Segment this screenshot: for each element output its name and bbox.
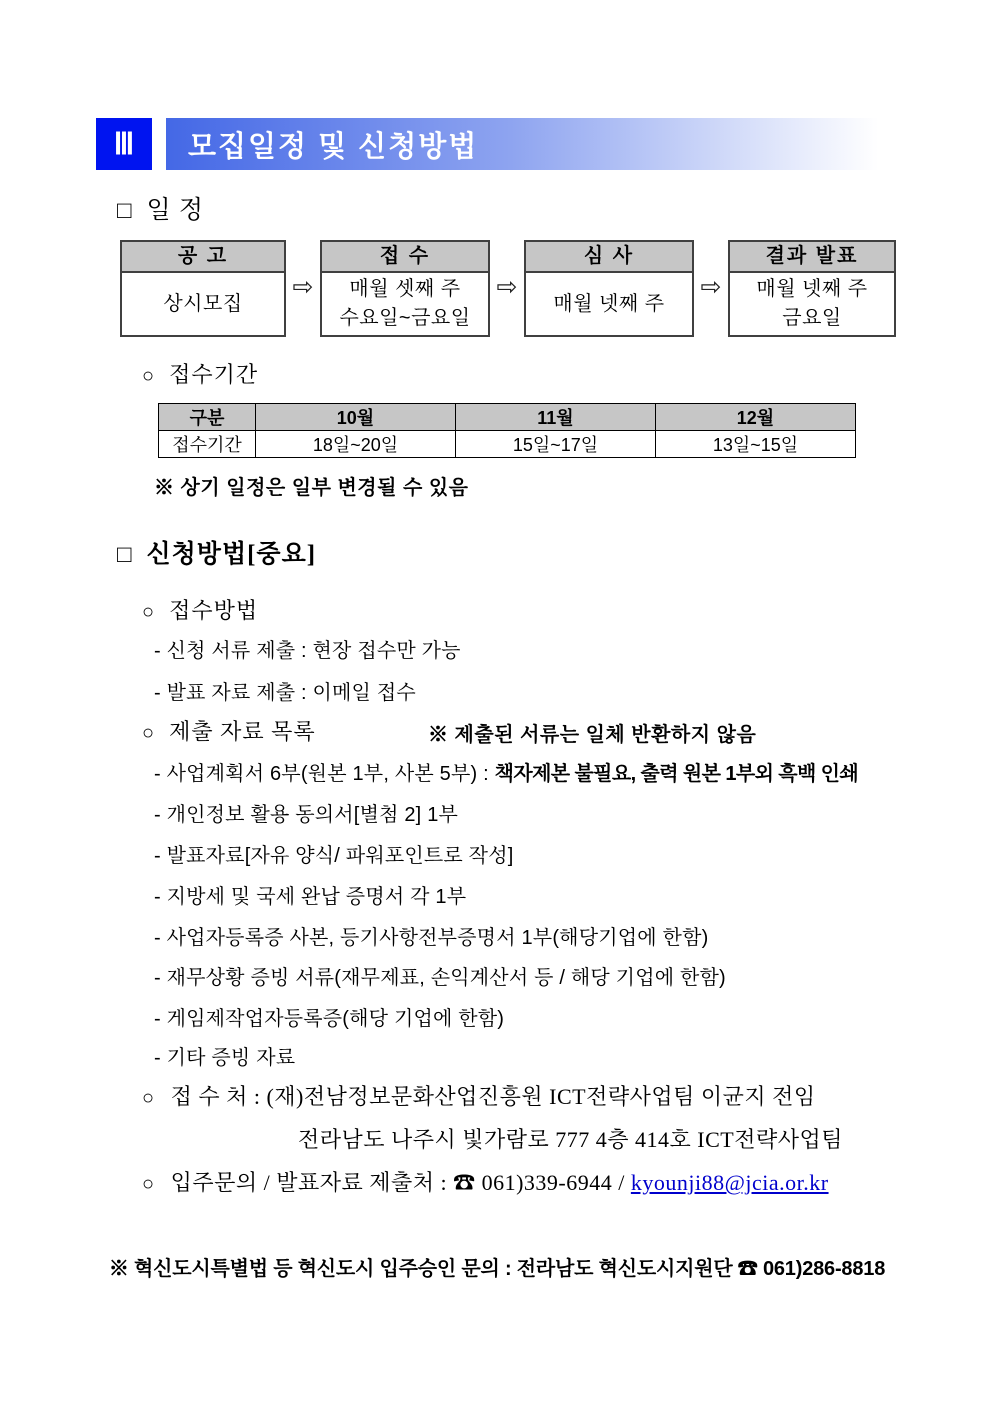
flow-step-review	[524, 240, 694, 337]
inquiry-label: 입주문의 / 발표자료 제출처 : ☎ 061)339-6944 /	[170, 1170, 631, 1195]
circle-bullet-icon: ○	[142, 722, 156, 744]
innovation-city-footer-note: ※ 혁신도시특별법 등 혁신도시 입주승인 문의 : 전라남도 혁신도시지원단 ☎ 061)286-8818	[108, 1258, 886, 1280]
table-header-cell: 구분	[159, 404, 256, 431]
flow-step-header: 접 수	[322, 242, 488, 273]
right-arrow-icon: ⇨	[496, 273, 518, 301]
apply-heading-label: 신청방법[중요]	[146, 541, 317, 568]
circle-bullet-icon: ○	[142, 1173, 155, 1195]
documents-no-return-warning: ※ 제출된 서류는 일체 반환하지 않음	[428, 724, 757, 746]
period-subsection-heading	[142, 358, 258, 389]
circle-bullet-icon: ○	[142, 365, 156, 387]
list-item: - 발표 자료 제출 : 이메일 접수	[154, 682, 416, 704]
flow-step-header: 공 고	[122, 242, 284, 273]
inquiry-line	[142, 1166, 829, 1197]
contact-email-link[interactable]: kyounji88@jcia.or.kr	[630, 1170, 829, 1195]
circle-bullet-icon: ○	[142, 601, 156, 623]
list-item: - 신청 서류 제출 : 현장 접수만 가능	[154, 640, 461, 662]
documents-subsection-heading	[142, 715, 316, 746]
section-number-badge: Ⅲ	[96, 118, 152, 170]
list-item-separator: :	[477, 763, 495, 785]
flow-step-line: 상시모집	[163, 292, 243, 315]
flow-step-line: 매월 넷째 주	[553, 292, 665, 315]
list-item: - 개인정보 활용 동의서[별첨 2] 1부	[154, 804, 459, 826]
list-item-business-plan	[154, 757, 858, 786]
table-header-cell: 12월	[656, 404, 856, 431]
reception-address-line1	[142, 1080, 816, 1111]
schedule-heading-label: 일 정	[146, 197, 205, 224]
table-header-cell: 11월	[456, 404, 656, 431]
list-item-bold-note: 책자제본 불필요, 출력 원본 1부외 흑백 인쇄	[494, 763, 859, 785]
schedule-section-heading	[117, 190, 204, 226]
schedule-flowchart	[120, 240, 898, 337]
schedule-change-note: ※ 상기 일정은 일부 변경될 수 있음	[154, 477, 469, 499]
table-cell: 15일~17일	[456, 431, 656, 458]
flow-step-header: 심 사	[526, 242, 692, 273]
square-bullet-icon: □	[117, 542, 133, 568]
reception-line1-text: 접 수 처 : (재)전남정보문화산업진흥원 ICT전략사업팀 이균지 전임	[170, 1084, 816, 1109]
table-cell: 18일~20일	[256, 431, 456, 458]
page-title: 모집일정 및 신청방법	[188, 130, 479, 163]
reception-address-line2: 전라남도 나주시 빛가람로 777 4층 414호 ICT전략사업팀	[298, 1127, 843, 1152]
document-header	[96, 118, 932, 170]
flow-step-reception	[320, 240, 490, 337]
reception-period-table	[158, 403, 856, 458]
method-heading-label: 접수방법	[169, 598, 259, 623]
list-item: - 게임제작업자등록증(해당 기업에 한함)	[154, 1008, 505, 1030]
table-header-row	[159, 404, 856, 431]
right-arrow-icon: ⇨	[700, 273, 722, 301]
square-bullet-icon: □	[117, 198, 133, 224]
documents-heading-label: 제출 자료 목록	[169, 719, 316, 744]
table-cell: 접수기간	[159, 431, 256, 458]
table-row	[159, 431, 856, 458]
list-item: - 지방세 및 국세 완납 증명서 각 1부	[154, 886, 467, 908]
flow-step-announcement	[120, 240, 286, 337]
list-item: - 발표자료[자유 양식/ 파워포인트로 작성]	[154, 845, 514, 867]
period-heading-label: 접수기간	[169, 362, 259, 387]
apply-section-heading	[117, 534, 316, 570]
list-item: - 재무상황 증빙 서류(재무제표, 손익계산서 등 / 해당 기업에 한함)	[154, 967, 726, 989]
right-arrow-icon: ⇨	[292, 273, 314, 301]
table-cell: 13일~15일	[656, 431, 856, 458]
list-item: - 사업자등록증 사본, 등기사항전부증명서 1부(해당기업에 한함)	[154, 927, 709, 949]
flow-step-line: 수요일~금요일	[339, 307, 471, 329]
flow-step-line: 매월 넷째 주	[756, 278, 868, 300]
table-header-cell: 10월	[256, 404, 456, 431]
section-title-bar	[166, 118, 932, 170]
flow-step-line: 금요일	[782, 307, 842, 329]
list-item-text: - 사업계획서 6부(원본 1부, 사본 5부)	[154, 763, 478, 785]
flow-step-result	[728, 240, 896, 337]
flow-step-line: 매월 셋째 주	[349, 278, 461, 300]
list-item: - 기타 증빙 자료	[154, 1047, 296, 1069]
method-subsection-heading	[142, 594, 258, 625]
flow-step-header: 결과 발표	[730, 242, 894, 273]
circle-bullet-icon: ○	[142, 1087, 155, 1109]
